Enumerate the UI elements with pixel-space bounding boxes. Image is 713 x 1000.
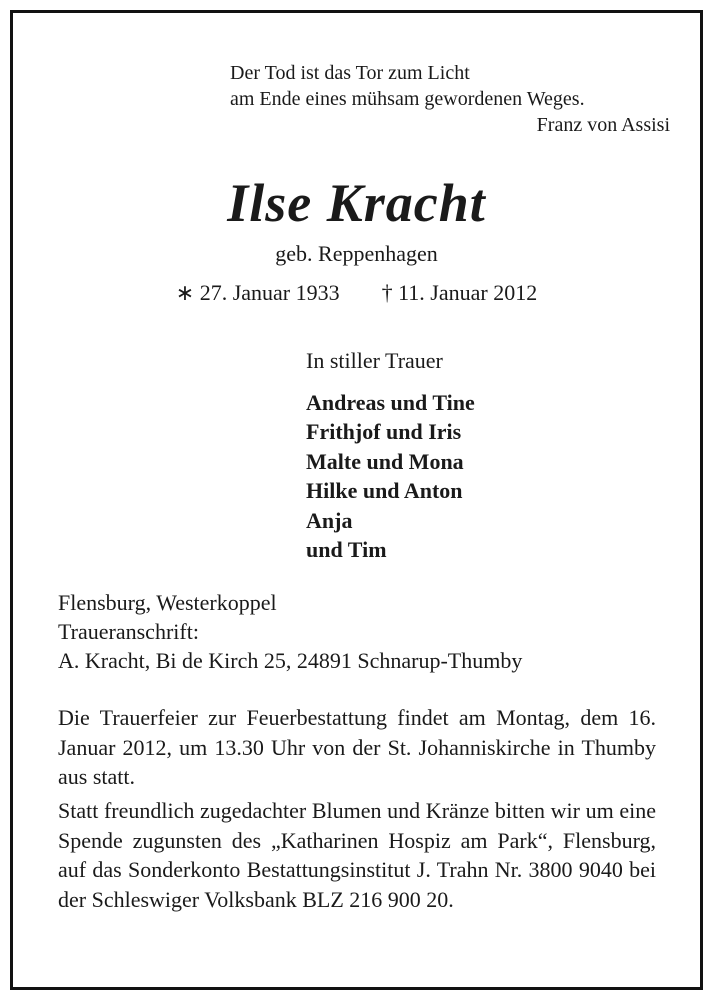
- address-label: Traueranschrift:: [58, 619, 199, 644]
- life-dates: [0, 279, 713, 307]
- mourners-block: [306, 346, 686, 564]
- motto-quote: [230, 60, 670, 138]
- mourner-name: und Tim: [306, 537, 387, 563]
- mourner-name: Andreas und Tine: [306, 390, 475, 415]
- ceremony-paragraph: Die Trauerfeier zur Feuerbestattung findet am Montag, dem 16. Januar 2012, um 13.30 Uhr von der St. Johanniskirche in Thumby aus statt.: [58, 705, 656, 789]
- deceased-name: Ilse Kracht: [227, 173, 486, 233]
- mourner-name: Anja: [306, 507, 353, 533]
- mourning-address: A. Kracht, Bi de Kirch 25, 24891 Schnarup-Thumby: [58, 648, 523, 673]
- motto-author: Franz von Assisi: [536, 114, 670, 136]
- motto-line-2: am Ende eines mühsam gewordenen Weges.: [230, 88, 585, 110]
- mourning-intro: In stiller Trauer: [306, 348, 443, 373]
- address-block: [58, 588, 658, 675]
- maiden-name: geb. Reppenhagen: [275, 241, 438, 266]
- donation-paragraph: Statt freundlich zugedachter Blumen und Kränze bitten wir um eine Spende zugunsten des „Katharinen Hospiz am Park“, Flensburg, auf das Sonderkonto Bestattungsinstitut J. Trahn Nr. 3800 9040 bei der Schleswiger Volksbank BLZ 216 900 20.: [58, 798, 656, 912]
- mourner-name: Malte und Mona: [306, 448, 464, 474]
- motto-line-1: Der Tod ist das Tor zum Licht: [230, 62, 470, 84]
- place: Flensburg, Westerkoppel: [58, 590, 277, 615]
- death-date: † 11. Januar 2012: [381, 280, 538, 305]
- birth-date: ∗ 27. Januar 1933: [175, 280, 340, 305]
- mourner-name: Hilke und Anton: [306, 478, 463, 504]
- mourner-name: Frithjof und Iris: [306, 419, 462, 445]
